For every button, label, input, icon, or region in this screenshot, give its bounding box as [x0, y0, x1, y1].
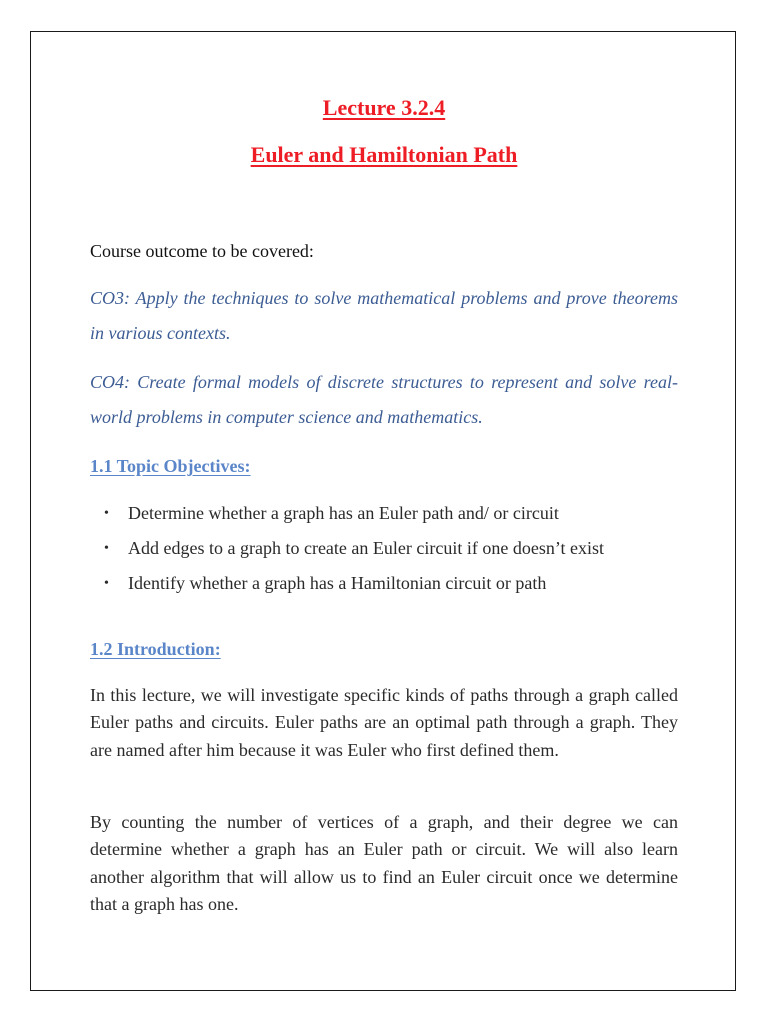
- course-outcome-co4: CO4: Create formal models of discrete structures to represent and solve real-world problems in computer science and mathematics.: [90, 372, 678, 427]
- intro-paragraph-1: In this lecture, we will investigate specific kinds of paths through a graph called Euler paths and circuits. Euler paths are an optimal path through a graph. They are named after him because it was Euler who first defined them.: [90, 685, 678, 760]
- introduction-heading: 1.2 Introduction:: [90, 639, 221, 659]
- list-item: [90, 496, 604, 531]
- objective-text: Determine whether a graph has an Euler path and/ or circuit: [128, 503, 559, 523]
- objectives-heading: 1.1 Topic Objectives:: [90, 456, 251, 476]
- course-outcome-label: Course outcome to be covered:: [90, 241, 314, 261]
- lecture-title: Lecture 3.2.4: [322, 95, 446, 120]
- bullet-icon: •: [104, 576, 109, 591]
- topic-title: Euler and Hamiltonian Path: [250, 142, 518, 167]
- objectives-list: [90, 496, 604, 601]
- intro-paragraph-2: By counting the number of vertices of a graph, and their degree we can determine whether a graph has an Euler path or circuit. We will also learn another algorithm that will allow us to find an Euler circuit once we determine that a graph has one.: [90, 812, 678, 915]
- objective-text: Add edges to a graph to create an Euler circuit if one doesn’t exist: [128, 538, 604, 558]
- objective-text: Identify whether a graph has a Hamiltonian circuit or path: [128, 573, 547, 593]
- list-item: [90, 531, 604, 566]
- course-outcome-co3: CO3: Apply the techniques to solve mathematical problems and prove theorems in various contexts.: [90, 288, 678, 343]
- bullet-icon: •: [104, 506, 109, 521]
- list-item: [90, 566, 604, 601]
- bullet-icon: •: [104, 541, 109, 556]
